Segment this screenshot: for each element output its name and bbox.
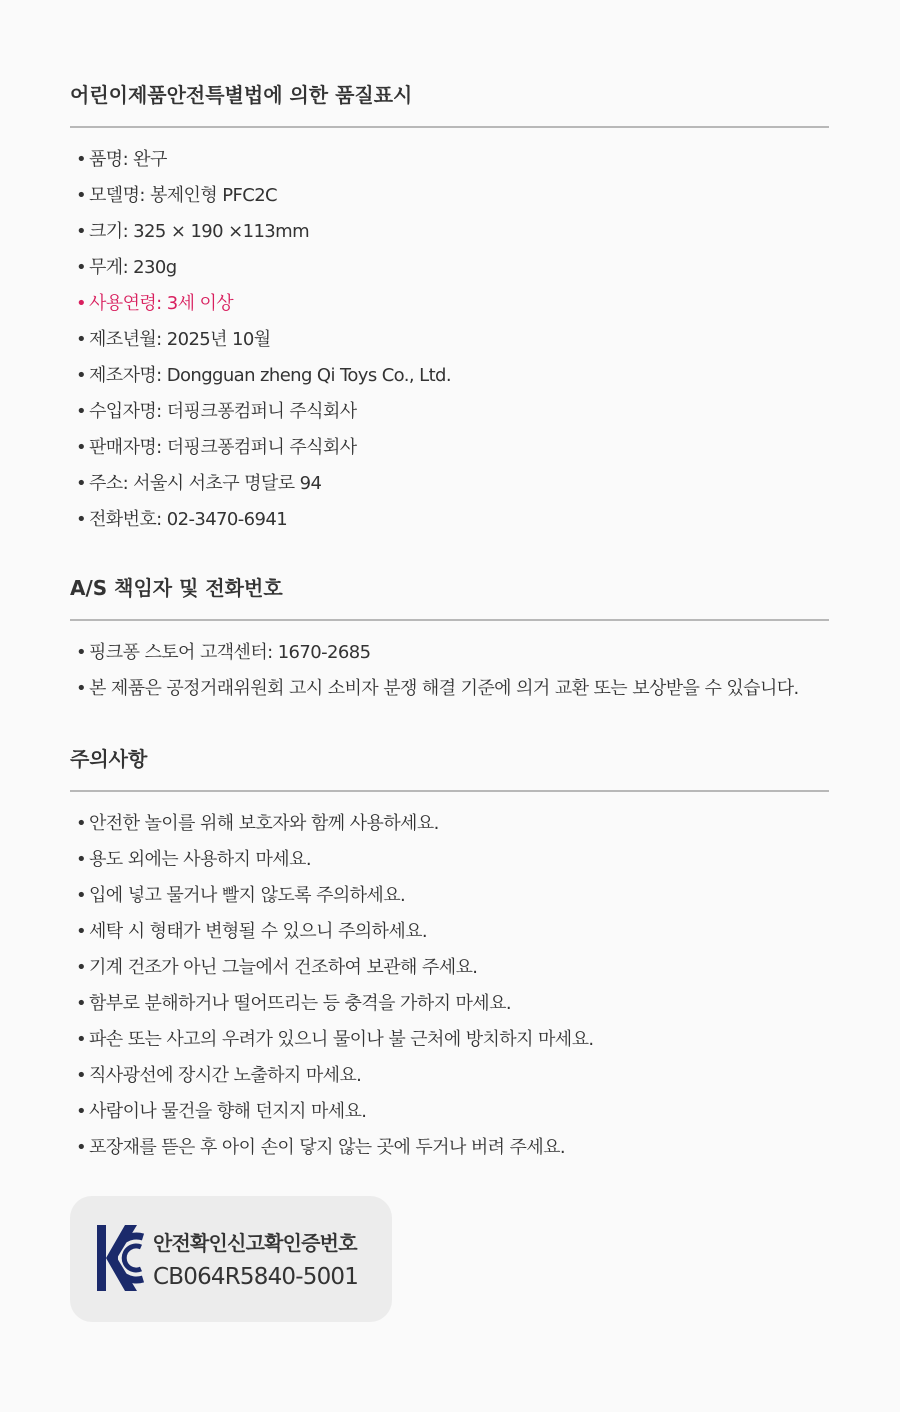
cert-title: 안전확인신고확인증번호	[153, 1231, 357, 1255]
caution-list	[70, 806, 829, 1166]
section-divider	[70, 790, 829, 792]
caution-section	[70, 744, 829, 1166]
list-item: • 포장재를 뜯은 후 아이 손이 닿지 않는 곳에 두거나 버려 주세요.	[70, 1130, 829, 1166]
list-item: • 전화번호: 02-3470-6941	[70, 502, 829, 538]
list-item: • 판매자명: 더핑크퐁컴퍼니 주식회사	[70, 430, 829, 466]
list-item-age-highlight: • 사용연령: 3세 이상	[70, 286, 829, 322]
list-item: • 함부로 분해하거나 떨어뜨리는 등 충격을 가하지 마세요.	[70, 986, 829, 1022]
quality-label-section	[70, 80, 829, 538]
list-item: • 품명: 완구	[70, 142, 829, 178]
as-section-title: A/S 책임자 및 전화번호	[70, 576, 283, 600]
quality-section-title: 어린이제품안전특별법에 의한 품질표시	[70, 83, 413, 107]
as-contact-section	[70, 573, 829, 707]
list-item: • 본 제품은 공정거래위원회 고시 소비자 분쟁 해결 기준에 의거 교환 또는 보상받을 수 있습니다.	[70, 671, 829, 707]
list-item: • 사람이나 물건을 향해 던지지 마세요.	[70, 1094, 829, 1130]
list-item: • 파손 또는 사고의 우려가 있으니 물이나 불 근처에 방치하지 마세요.	[70, 1022, 829, 1058]
cert-number: CB064R5840-5001	[153, 1264, 359, 1290]
list-item: • 직사광선에 장시간 노출하지 마세요.	[70, 1058, 829, 1094]
list-item: • 세탁 시 형태가 변형될 수 있으니 주의하세요.	[70, 914, 829, 950]
list-item: • 입에 넣고 물거나 빨지 않도록 주의하세요.	[70, 878, 829, 914]
list-item: • 크기: 325 × 190 ×113mm	[70, 214, 829, 250]
kc-mark-icon	[95, 1223, 145, 1293]
list-item: • 무게: 230g	[70, 250, 829, 286]
list-item: • 핑크퐁 스토어 고객센터: 1670-2685	[70, 635, 829, 671]
section-divider	[70, 619, 829, 621]
quality-list	[70, 142, 829, 538]
list-item: • 모델명: 봉제인형 PFC2C	[70, 178, 829, 214]
list-item: • 제조자명: Dongguan zheng Qi Toys Co., Ltd.	[70, 358, 829, 394]
section-divider	[70, 126, 829, 128]
caution-section-title: 주의사항	[70, 747, 148, 771]
list-item: • 용도 외에는 사용하지 마세요.	[70, 842, 829, 878]
list-item: • 수입자명: 더핑크퐁컴퍼니 주식회사	[70, 394, 829, 430]
as-list	[70, 635, 829, 707]
list-item: • 기계 건조가 아닌 그늘에서 건조하여 보관해 주세요.	[70, 950, 829, 986]
kc-certification-badge	[70, 1196, 392, 1322]
list-item: • 제조년월: 2025년 10월	[70, 322, 829, 358]
list-item: • 안전한 놀이를 위해 보호자와 함께 사용하세요.	[70, 806, 829, 842]
list-item: • 주소: 서울시 서초구 명달로 94	[70, 466, 829, 502]
